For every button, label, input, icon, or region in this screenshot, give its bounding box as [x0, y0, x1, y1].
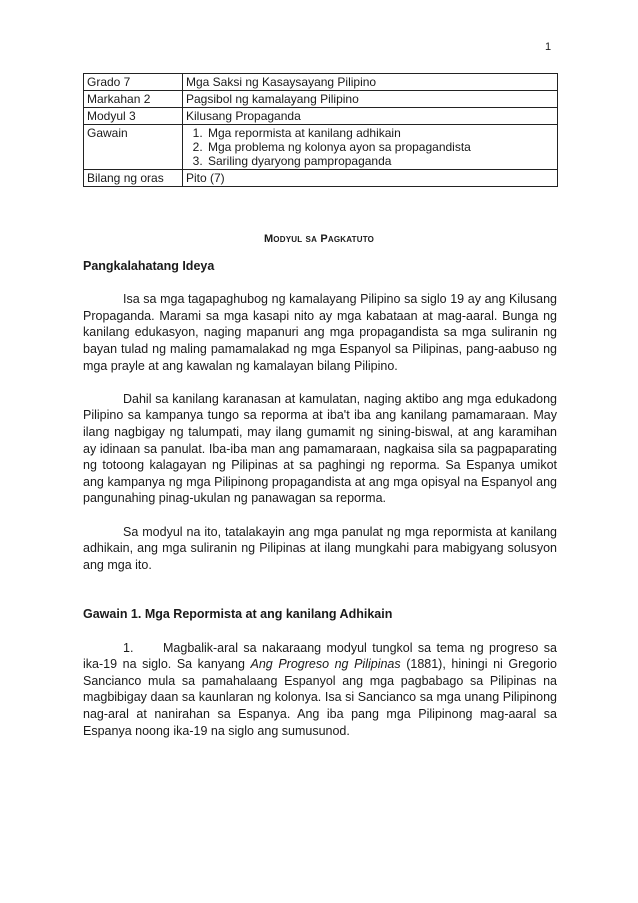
paragraph: Sa modyul na ito, tatalakayin ang mga panulat ng mga repormista at kanilang adhikain, ang mga suliranin ng Pilipinas at ilang mungkahi para mabigyang solusyon ang mga ito.: [83, 524, 557, 572]
row-label: Modyul 3: [84, 108, 183, 125]
section-heading: Gawain 1. Mga Repormista at ang kanilang Adhikain: [83, 607, 393, 622]
row-label: Markahan 2: [84, 91, 183, 108]
table-row: [84, 74, 558, 91]
paragraph-text: (1881), hiningi ni Gregorio Sanciancо mula sa pamahalaang Espanyol ang mga pagbabago sa Pilipinas na magbibigay daan sa kaunlaran ng kolonya. Isa si Sanciancо sa mga unang Pilipinong nag-aral at nanirahan sa Espanya. Ang iba pang mga Pilipinong mag-aaral sa Espanya noong ika-19 na siglo ang sumusunod.: [83, 657, 558, 738]
table-row: [84, 170, 558, 187]
list-item: 2. Mga problema ng kolonya ayon sa propagandista: [206, 140, 554, 154]
section-heading: Pangkalahatang Ideya: [83, 259, 215, 273]
row-value: Pito (7): [183, 170, 558, 187]
row-label: Grado 7: [84, 74, 183, 91]
list-item: 1. Mga repormista at kanilang adhikain: [206, 126, 554, 140]
paragraph: Isa sa mga tagapaghubog ng kamalayang Pilipino sa siglo 19 ay ang Kilusang Propaganda. Marami sa mga kasapi nito ay mga kabataan at mag-aaral. Bunga ng kanilang edukasyon, naging mapanuri ang mga propagandista sa mga suliranin ng bayan tulad ng maling pamamalakad ng mga Espanyol sa Pilipinas, pang-aabuso ng mga prayle at ang kawalan ng kamalayan bilang Pilipino.: [83, 292, 557, 373]
row-value: Mga Saksi ng Kasaysayang Pilipino: [183, 74, 558, 91]
row-label: Gawain: [84, 125, 183, 170]
activity-list: [186, 126, 554, 168]
row-label: Bilang ng oras: [84, 170, 183, 187]
page-number: 1: [545, 41, 552, 53]
row-value: [183, 125, 558, 170]
table-row: [84, 91, 558, 108]
table-row: [84, 108, 558, 125]
paragraph: Dahil sa kanilang karanasan at kamulatan, naging aktibo ang mga edukadong Pilipino sa kampanya tungo sa reporma at iba't iba ang kanilang pamamaraan. May ilang nagbigay ng talumpati, may ilang gumamit ng sining-biswal, at ang karamihan ay idinaan sa panulat. Iba-iba man ang pamamaraan, nagkaisa sila sa pagpaparating ng totoong kalagayan ng Pilipinas at sa paghingi ng reporma. Sa Espanya umikot ang kampanya ng mga Pilipinong propagandista at ang mga opisyal na Espanyol ang pangunahing pinag-ukulan ng panawagan sa reporma.: [83, 391, 557, 506]
table-row: [84, 125, 558, 170]
list-item: 3. Sariling dyaryong pampropaganda: [206, 154, 554, 168]
row-value: Pagsibol ng kamalayang Pilipino: [183, 91, 558, 108]
module-title: Modyul sa Pagkatuto: [263, 233, 375, 245]
item-number: 1.: [123, 640, 134, 655]
book-title: Ang Progreso ng Pilipinas: [250, 657, 401, 672]
module-info-table: [83, 73, 558, 187]
numbered-paragraph: [83, 640, 557, 740]
document-body: [83, 258, 557, 739]
row-value: Kilusang Propaganda: [183, 108, 558, 125]
paragraph-text: Magbalik-aral sa nakaraang modyul tungkol sa tema ng progreso sa ika-19 na siglo. Sa kanyang: [83, 640, 557, 672]
